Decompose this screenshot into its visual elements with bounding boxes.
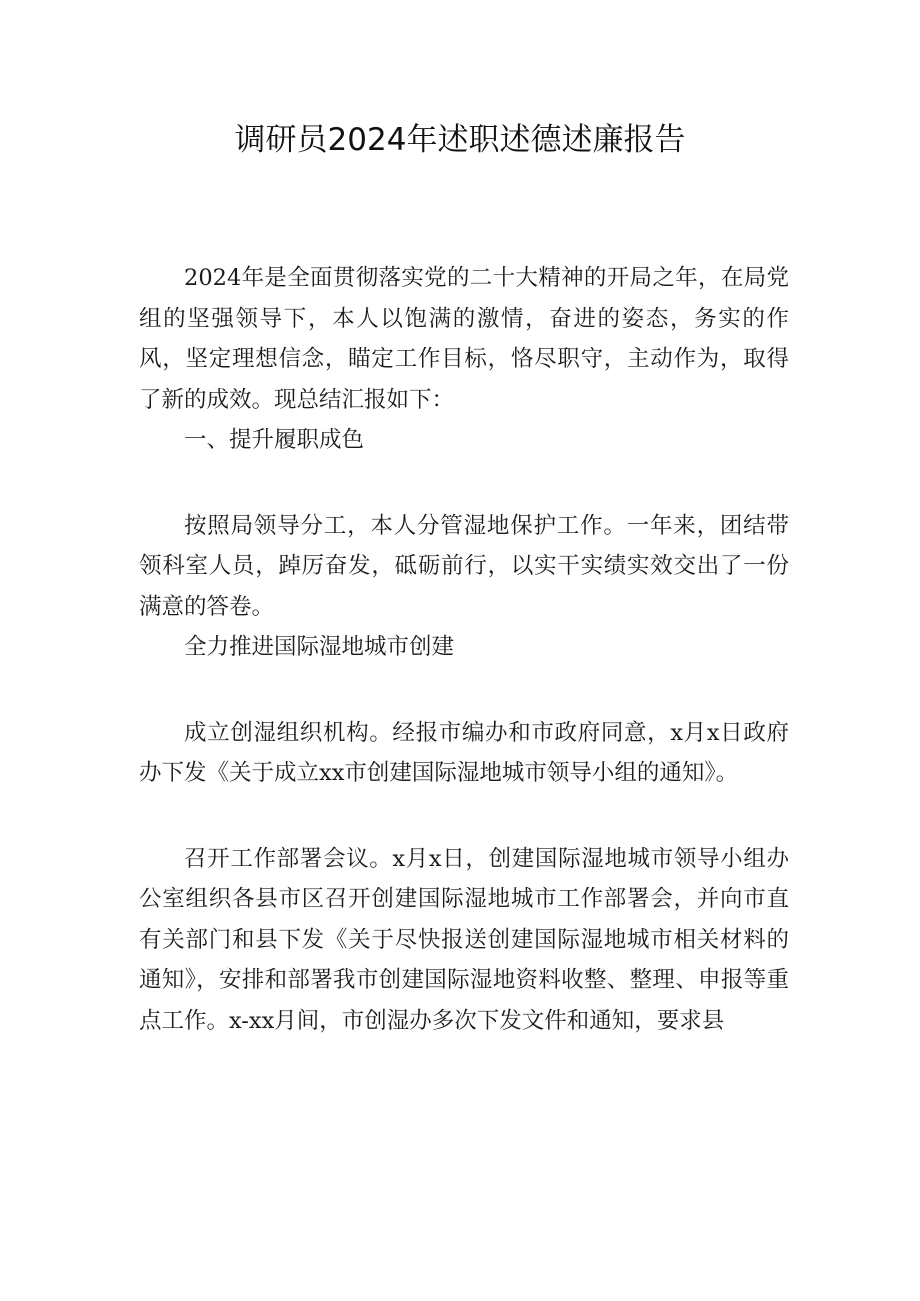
document-body xyxy=(139,258,789,1041)
org-paragraph: 成立创湿组织机构。经报市编办和市政府同意，x月x日政府办下发《关于成立xx市创建国际湿地城市领导小组的通知》。 xyxy=(139,719,789,786)
document-title: 调研员2024年述职述德述廉报告 xyxy=(234,122,686,158)
subheading-wetland-city: 全力推进国际湿地城市创建 xyxy=(184,634,455,660)
section-heading-1: 一、提升履职成色 xyxy=(184,427,365,453)
intro-paragraph: 2024年是全面贯彻落实党的二十大精神的开局之年，在局党组的坚强领导下，本人以饱满的激情，奋进的姿态，务实的作风，坚定理想信念，瞄定工作目标，恪尽职守，主动作为，取得了新的成效。现总结汇报如下： xyxy=(139,265,789,413)
meeting-paragraph: 召开工作部署会议。x月x日，创建国际湿地城市领导小组办公室组织各县市区召开创建国际湿地城市工作部署会，并向市直有关部门和县下发《关于尽快报送创建国际湿地城市相关材料的通知》，安排和部署我市创建国际湿地资料收整、整理、申报等重点工作。x-xx月间，市创湿办多次下发文件和通知，要求县 xyxy=(139,845,789,1034)
section1-paragraph: 按照局领导分工，本人分管湿地保护工作。一年来，团结带领科室人员，踔厉奋发，砥砺前行，以实干实绩实效交出了一份满意的答卷。 xyxy=(139,512,789,620)
